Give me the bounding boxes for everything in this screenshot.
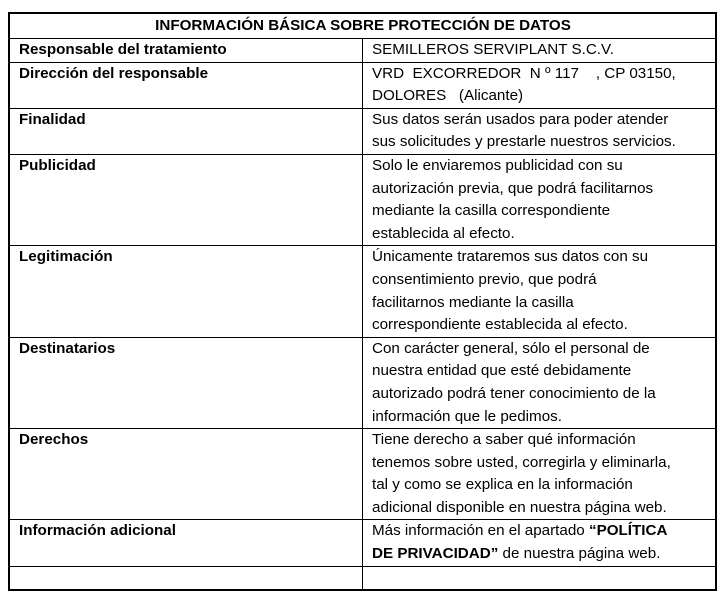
value-line: autorización previa, que podrá facilitarnos bbox=[372, 179, 654, 197]
empty-cell bbox=[363, 566, 717, 590]
value-line: Únicamente trataremos sus datos con su bbox=[372, 248, 649, 266]
value-line: mediante la casilla correspondiente bbox=[372, 202, 611, 220]
table-row bbox=[9, 62, 716, 108]
value-line: tenemos sobre usted, corregirla y eliminarla, bbox=[372, 453, 671, 471]
value-line: Con carácter general, sólo el personal de bbox=[372, 339, 650, 357]
value-line: establecida al efecto. bbox=[372, 224, 515, 242]
row-label-direccion: Dirección del responsable bbox=[9, 62, 363, 108]
table-row bbox=[9, 154, 716, 245]
value-line bbox=[372, 520, 707, 543]
row-label-informacion-adicional: Información adicional bbox=[9, 520, 363, 566]
value-line: VRD EXCORREDOR N º 117 , CP 03150, bbox=[372, 64, 676, 82]
value-text: de nuestra página web. bbox=[498, 545, 661, 563]
empty-row bbox=[9, 566, 716, 590]
row-label-finalidad: Finalidad bbox=[9, 108, 363, 154]
table-row bbox=[9, 246, 716, 337]
row-value-publicidad bbox=[363, 154, 717, 245]
row-value-destinatarios bbox=[363, 337, 717, 428]
value-line: autorizado podrá tener conocimiento de la bbox=[372, 384, 656, 402]
value-line: sus solicitudes y prestarle nuestros servicios. bbox=[372, 133, 676, 151]
value-line: DOLORES (Alicante) bbox=[372, 87, 524, 105]
privacy-policy-reference: DE PRIVACIDAD” bbox=[372, 545, 499, 563]
value-text: Más información en el apartado bbox=[372, 522, 589, 540]
row-label-destinatarios: Destinatarios bbox=[9, 337, 363, 428]
privacy-policy-reference: “POLÍTICA bbox=[588, 522, 668, 540]
value-line bbox=[372, 543, 707, 566]
row-value-direccion bbox=[363, 62, 717, 108]
table-row bbox=[9, 39, 716, 63]
row-value-legitimacion bbox=[363, 246, 717, 337]
value-line: facilitarnos mediante la casilla bbox=[372, 293, 574, 311]
value-line: información que le pedimos. bbox=[372, 407, 562, 425]
empty-cell bbox=[9, 566, 363, 590]
row-value-derechos bbox=[363, 429, 717, 520]
value-line: Solo le enviaremos publicidad con su bbox=[372, 156, 623, 174]
value-line: nuestra entidad que esté debidamente bbox=[372, 362, 632, 380]
table-title: INFORMACIÓN BÁSICA SOBRE PROTECCIÓN DE DATOS bbox=[9, 13, 716, 39]
value-line: adicional disponible en nuestra página web. bbox=[372, 498, 667, 516]
row-value-informacion-adicional bbox=[363, 520, 717, 566]
value-line: Tiene derecho a saber qué información bbox=[372, 431, 636, 449]
table-row bbox=[9, 337, 716, 428]
value-line: Sus datos serán usados para poder atender bbox=[372, 110, 669, 128]
row-value-finalidad bbox=[363, 108, 717, 154]
row-label-legitimacion: Legitimación bbox=[9, 246, 363, 337]
row-label-derechos: Derechos bbox=[9, 429, 363, 520]
table-row bbox=[9, 429, 716, 520]
value-line: correspondiente establecida al efecto. bbox=[372, 316, 628, 334]
value-line: consentimiento previo, que podrá bbox=[372, 270, 597, 288]
table-row bbox=[9, 108, 716, 154]
row-label-responsable: Responsable del tratamiento bbox=[9, 39, 363, 63]
row-label-publicidad: Publicidad bbox=[9, 154, 363, 245]
table-row bbox=[9, 520, 716, 566]
value-line: tal y como se explica en la información bbox=[372, 476, 633, 494]
data-protection-table bbox=[8, 12, 717, 591]
row-value-responsable: SEMILLEROS SERVIPLANT S.C.V. bbox=[363, 39, 717, 63]
